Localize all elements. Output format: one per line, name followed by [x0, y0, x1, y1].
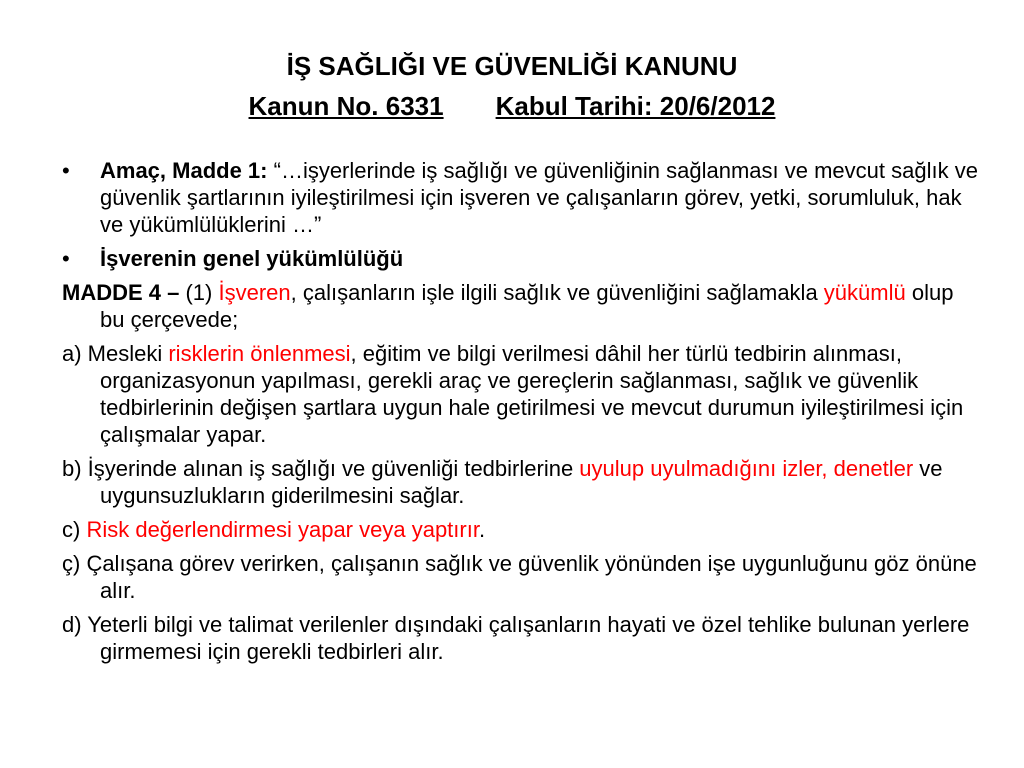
page-title: İŞ SAĞLIĞI VE GÜVENLİĞİ KANUNU — [286, 51, 738, 81]
law-number: Kanun No. 6331 — [248, 91, 444, 121]
item-b: b) İşyerinde alınan iş sağlığı ve güvenliği tedbirlerine uyulup uyulmadığını izler, denetler ve uygunsuzlukların giderilmesini sağlar. — [62, 456, 943, 508]
acceptance-date: Kabul Tarihi: 20/6/2012 — [495, 91, 776, 121]
item-c: c) Risk değerlendirmesi yapar veya yaptırır. — [62, 517, 486, 542]
madde4-label: MADDE 4 – — [62, 280, 180, 305]
item-d: d) Yeterli bilgi ve talimat verilenler dışındaki çalışanların hayati ve özel tehlike bulunan yerlere girmemesi için gerekli tedbirleri alır. — [62, 612, 970, 664]
bullet-icon: • — [62, 246, 70, 271]
bullet-icon: • — [62, 158, 70, 183]
content-body — [62, 157, 982, 672]
subtitle-line — [0, 86, 1024, 126]
item-a: a) Mesleki risklerin önlenmesi, eğitim ve bilgi verilmesi dâhil her türlü tedbirin alınması, organizasyonun yapılması, gerekli araç ve gereçlerin sağlanması, sağlık ve güvenlik tedbirlerinin değişen şartlara uygun hale getirilmesi ve mevcut durumun iyileştirilmesi için çalışmalar yapar. — [62, 341, 964, 447]
highlight-yukumlu: yükümlü — [823, 280, 906, 305]
madde-4: MADDE 4 – (1) İşveren, çalışanların işle ilgili sağlık ve güvenliğini sağlamakla yükümlü olup bu çerçevede; — [62, 280, 954, 332]
isveren-heading: İşverenin genel yükümlülüğü — [100, 246, 404, 271]
amac-label: Amaç, Madde 1: — [100, 158, 268, 183]
amac-text: “…işyerlerinde iş sağlığı ve güvenliğinin sağlanması ve mevcut sağlık ve güvenlik şartlarının iyileştirilmesi için işveren ve çalışanların görev, yetki, sorumluluk, hak ve yükümlülüklerini …” — [100, 158, 978, 237]
highlight-risk-assessment: Risk değerlendirmesi yapar veya yaptırır — [86, 517, 479, 542]
title-block — [0, 46, 1024, 126]
item-cc: ç) Çalışana görev verirken, çalışanın sağlık ve güvenlik yönünden işe uygunluğunu göz önüne alır. — [62, 551, 977, 603]
highlight-isveren: İşveren — [218, 280, 291, 305]
highlight-denetim: uyulup uyulmadığını izler, denetler — [579, 456, 914, 481]
bullet-amac — [62, 157, 982, 238]
bullet-isveren — [62, 245, 982, 272]
highlight-risk: risklerin önlenmesi — [168, 341, 351, 366]
